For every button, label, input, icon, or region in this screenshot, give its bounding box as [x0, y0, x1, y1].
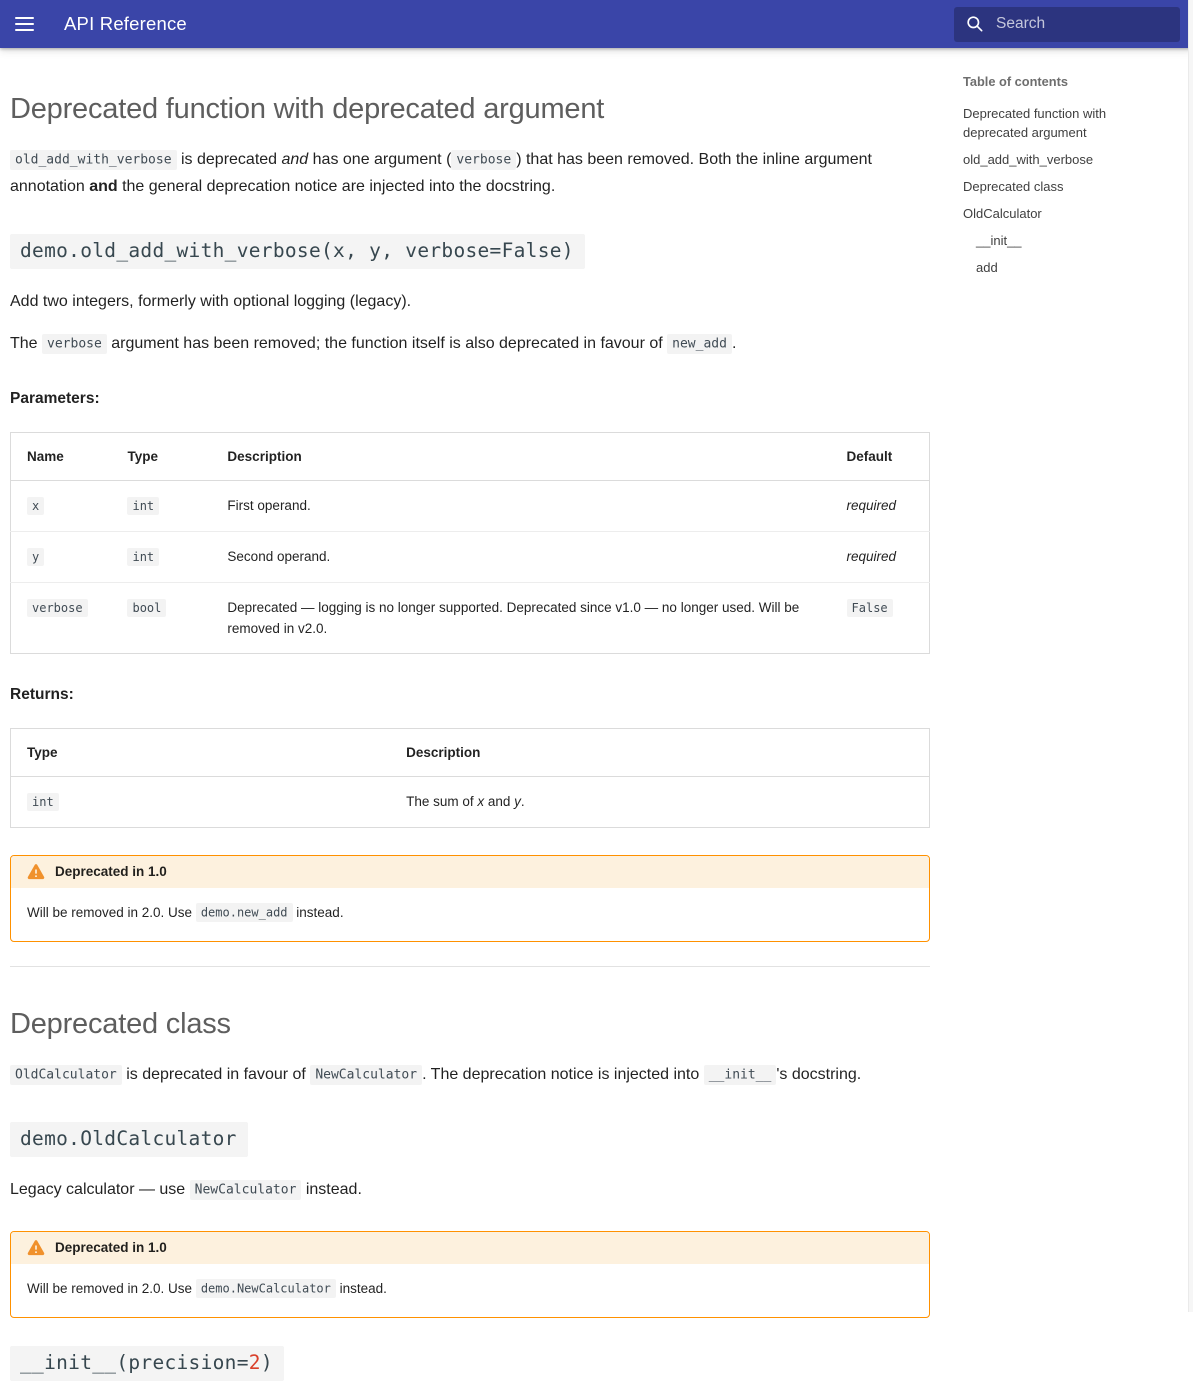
column-header-type: Type: [111, 432, 211, 480]
hamburger-icon: [15, 17, 34, 20]
admonition-body: Will be removed in 2.0. Use demo.new_add instead.: [11, 888, 929, 941]
summary-paragraph: Legacy calculator — use NewCalculator instead.: [10, 1177, 930, 1204]
toc-item-oldcalculator[interactable]: OldCalculator: [963, 206, 1042, 221]
table-row: [11, 776, 930, 827]
returns-label: Returns:: [10, 685, 74, 703]
hamburger-menu-button[interactable]: [0, 0, 48, 48]
toc-item-init[interactable]: __init__: [976, 233, 1022, 248]
column-header-description: Description: [211, 432, 830, 480]
summary-paragraph: Add two integers, formerly with optional logging (legacy).: [10, 292, 412, 310]
returns-table: [10, 728, 930, 828]
return-type-code: int: [27, 793, 59, 811]
param-name-code: y: [27, 548, 44, 566]
param-type-code: int: [127, 548, 159, 566]
section-heading-deprecated-class: Deprecated class: [10, 1007, 231, 1040]
admonition-body: Will be removed in 2.0. Use demo.NewCalculator instead.: [11, 1264, 929, 1317]
table-of-contents: [963, 48, 1185, 285]
page-title: API Reference: [64, 13, 187, 34]
param-name-code: x: [27, 497, 44, 515]
class-signature-heading: [10, 1122, 930, 1157]
search-icon: [965, 14, 985, 34]
table-header-row: [11, 432, 930, 480]
search-input[interactable]: [994, 14, 1154, 34]
table-header-row: [11, 728, 930, 776]
admonition-title: Deprecated in 1.0: [11, 856, 929, 888]
parameters-table: [10, 432, 930, 654]
table-row: [11, 582, 930, 653]
note-paragraph: The verbose argument has been removed; the function itself is also deprecated in favour of new_add .: [10, 331, 930, 358]
signature-init: __init__(precision=2): [10, 1346, 284, 1381]
toc-title: Table of contents: [963, 74, 1068, 89]
parameters-label: Parameters:: [10, 389, 100, 407]
param-type-code: bool: [127, 599, 166, 617]
param-description: Deprecated — logging is no longer supported. Deprecated since v1.0 — no longer used. Will be removed in v2.0.: [227, 599, 800, 636]
column-header-type: Type: [11, 728, 391, 776]
warning-icon: [26, 1238, 46, 1258]
table-row: [11, 480, 930, 531]
param-default-code: False: [847, 599, 893, 617]
return-description: The sum of x and y.: [406, 793, 525, 809]
param-description: Second operand.: [211, 531, 830, 582]
column-header-description: Description: [390, 728, 929, 776]
param-default: required: [831, 480, 930, 531]
toc-item-deprecated-class[interactable]: Deprecated class: [963, 179, 1064, 194]
signature-old-calculator: demo.OldCalculator: [10, 1122, 248, 1157]
init-signature-heading: [10, 1346, 930, 1381]
search-box[interactable]: [954, 7, 1180, 42]
column-header-default: Default: [831, 432, 930, 480]
param-type-code: int: [127, 497, 159, 515]
param-default: required: [831, 531, 930, 582]
app-header: [0, 0, 1193, 48]
function-signature-heading: [10, 234, 930, 269]
warning-icon: [26, 862, 46, 882]
param-description: First operand.: [211, 480, 830, 531]
param-name-code: verbose: [27, 599, 88, 617]
section-divider: [10, 966, 930, 967]
intro-paragraph: OldCalculator is deprecated in favour of NewCalculator . The deprecation notice is injected into __init__ 's docstring.: [10, 1062, 930, 1089]
deprecation-warning-admonition: [10, 1231, 930, 1318]
toc-item-deprecated-function[interactable]: Deprecated function with deprecated argument: [963, 106, 1107, 140]
deprecation-warning-admonition: [10, 855, 930, 942]
column-header-name: Name: [11, 432, 112, 480]
admonition-title: Deprecated in 1.0: [11, 1232, 929, 1264]
scrollbar[interactable]: [1188, 0, 1193, 1312]
main-content: [10, 48, 930, 1381]
intro-paragraph: old_add_with_verbose is deprecated and has one argument ( verbose ) that has been removed. Both the inline argument annotation and the general deprecation notice are injected into the docstring.: [10, 150, 872, 195]
table-row: [11, 531, 930, 582]
toc-item-add[interactable]: add: [976, 260, 998, 275]
section-heading-deprecated-function: Deprecated function with deprecated argument: [10, 93, 605, 125]
toc-item-old-add-with-verbose[interactable]: old_add_with_verbose: [963, 152, 1094, 167]
signature-old-add-with-verbose: demo.old_add_with_verbose(x, y, verbose=False): [10, 234, 585, 269]
